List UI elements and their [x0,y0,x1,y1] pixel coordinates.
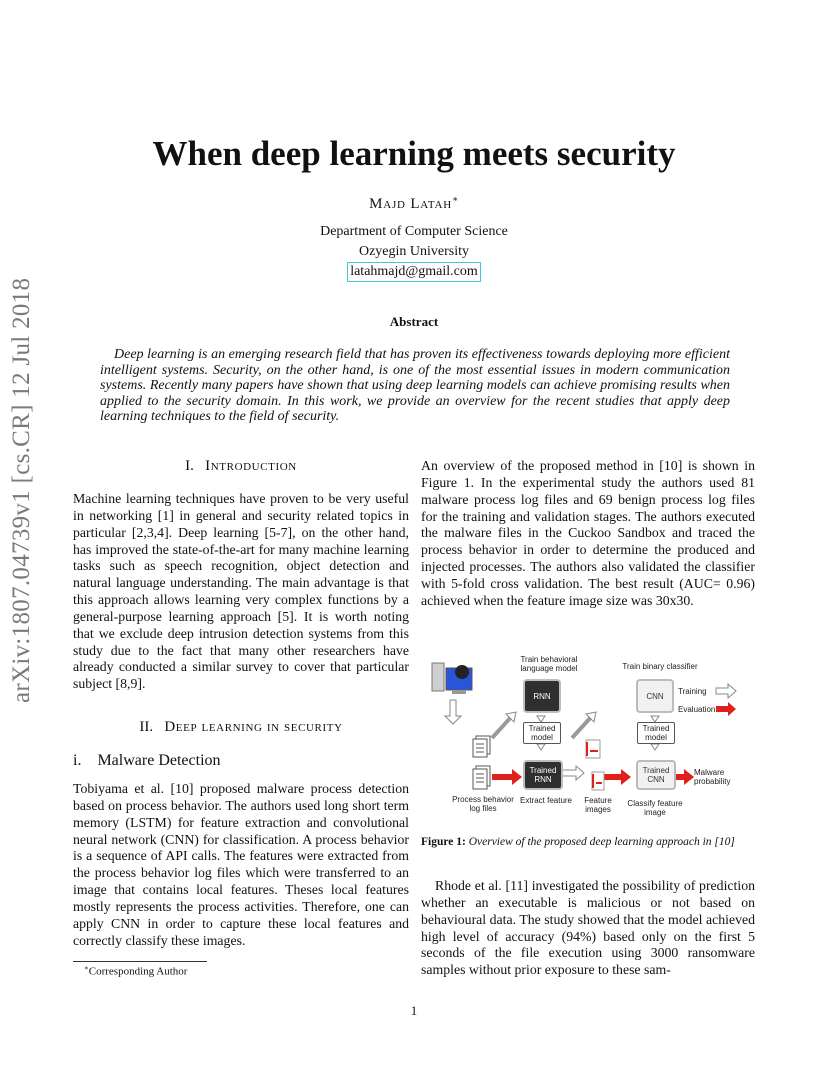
label-feature-images: Feature images [584,796,612,814]
footnote: ∗Corresponding Author [84,964,188,978]
department: Department of Computer Science [320,224,508,239]
arrow-to-rnn [492,716,512,738]
feature-images-icon [586,740,604,790]
label-evaluation: Evaluation [678,705,716,714]
email-link[interactable]: latahmajd@gmail.com [347,262,481,282]
trained-model-box-1: Trained model [523,722,561,744]
section-heading-intro: I. Introduction [185,458,297,474]
abstract-heading: Abstract [389,314,439,329]
figure-caption: Figure 1: Overview of the proposed deep learning approach in [10] [421,836,735,848]
malware-paragraph: Tobiyama et al. [10] proposed malware process detection based on process behavior. The authors used long short term memory (LSTM) for feature extraction and convolutional neural network (CNN) for classification. A process behavior is a sequence of API calls. The features were extracted from the process behavior log files which were transferred to an image that contains local features. Theses local features mostly represents the process activities. Therefore, one can apply CNN in order to capture these local features and correctly classify these images. [73,781,409,948]
label-extract-feature: Extract feature [519,796,573,805]
red-arrow-3 [603,769,631,785]
label-classify: Classify feature image [627,799,683,817]
malware-bug-icon [455,665,469,679]
trained-model-box-2: Trained model [637,722,675,744]
label-malware-probability: Malware probability [694,768,731,786]
right-paragraph-2: Rhode et al. [11] investigated the possibility of prediction whether an executable is malicious or not based on behavioural data. The study showed that the model achieved high level of accuracy (94%) based only on the first 5 seconds of the file execution using 3000 ransomware samples without prior exposure to these sam- [421,878,755,978]
label-process-logs: Process behavior log files [452,795,514,813]
trained-rnn-box: Trained RNN [523,760,563,790]
cnn-box: CNN [636,679,674,713]
red-arrow-1 [492,769,522,785]
right-paragraph-1: An overview of the proposed method in [10] is shown in Figure 1. In the experimental study the authors used 81 malware process log files and 69 benign process log files for the training and validation stages. The authors executed the malware files in the Cuckoo Sandbox and traced the process behavior in order to determine the produced and injected processes. The authors also validated the classifier with 5-fold cross validation. The best result (AUC= 0.96) achieved when the feature image size was 30x30. [421,458,755,608]
label-train-binary-classifier: Train binary classifier [622,662,698,671]
label-training: Training [678,687,707,696]
arrow-to-cnn [572,716,592,738]
abstract-text: Deep learning is an emerging research field that has proven its effectiveness towards deploying more efficient intelligent systems. Security, on the other hand, is one of the most essential issues in modern communication systems. Recently many papers have shown that using deep learning models can achieve promising results when applied to the security domain. In this work, we provide an overview for the recent studies that apply deep learning techniques to the field of security. [100,347,730,425]
arxiv-stamp: arXiv:1807.04739v1 [cs.CR] 12 Jul 2018 [8,277,35,703]
intro-paragraph: Machine learning techniques have proven to be very useful in networking [1] in general and security related topics in particular [2,3,4]. Deep learning [5-7], on the other hand, has improved the state-of-the-art for many machine learning tasks such as speech recognition, object detection and natural language understanding. The main advantage is that this approach allows learning very complex functions by a general-purpose learning approach [5]. It is worth noting that we exclude deep intrusion detection systems from this study due to the fact that many other researchers have already conducted a similar survey to cover that particular subject [8,9]. [73,491,409,692]
figure-1 [426,650,756,826]
down-arrow-icon [445,700,461,724]
affiliation [0,222,828,282]
author-name: Majd Latah∗ [369,194,459,212]
log-files-icon-1 [473,736,490,757]
rnn-box: RNN [523,679,561,713]
pc-tower-icon [432,663,444,691]
log-files-icon-2 [473,766,490,789]
university: Ozyegin University [358,244,470,259]
training-arrow-icon [716,684,736,698]
subsection-heading-malware: i. Malware Detection [73,752,221,769]
paper-title: When deep learning meets security [152,134,676,173]
footnote-rule [73,961,207,962]
label-train-language-model: Train behavioral language model [520,655,578,673]
page-number: 1 [410,1003,418,1018]
trained-cnn-box: Trained CNN [636,760,676,790]
section-heading-deep-learning: II. Deep learning in security [139,719,343,735]
hollow-arrow [562,766,584,780]
